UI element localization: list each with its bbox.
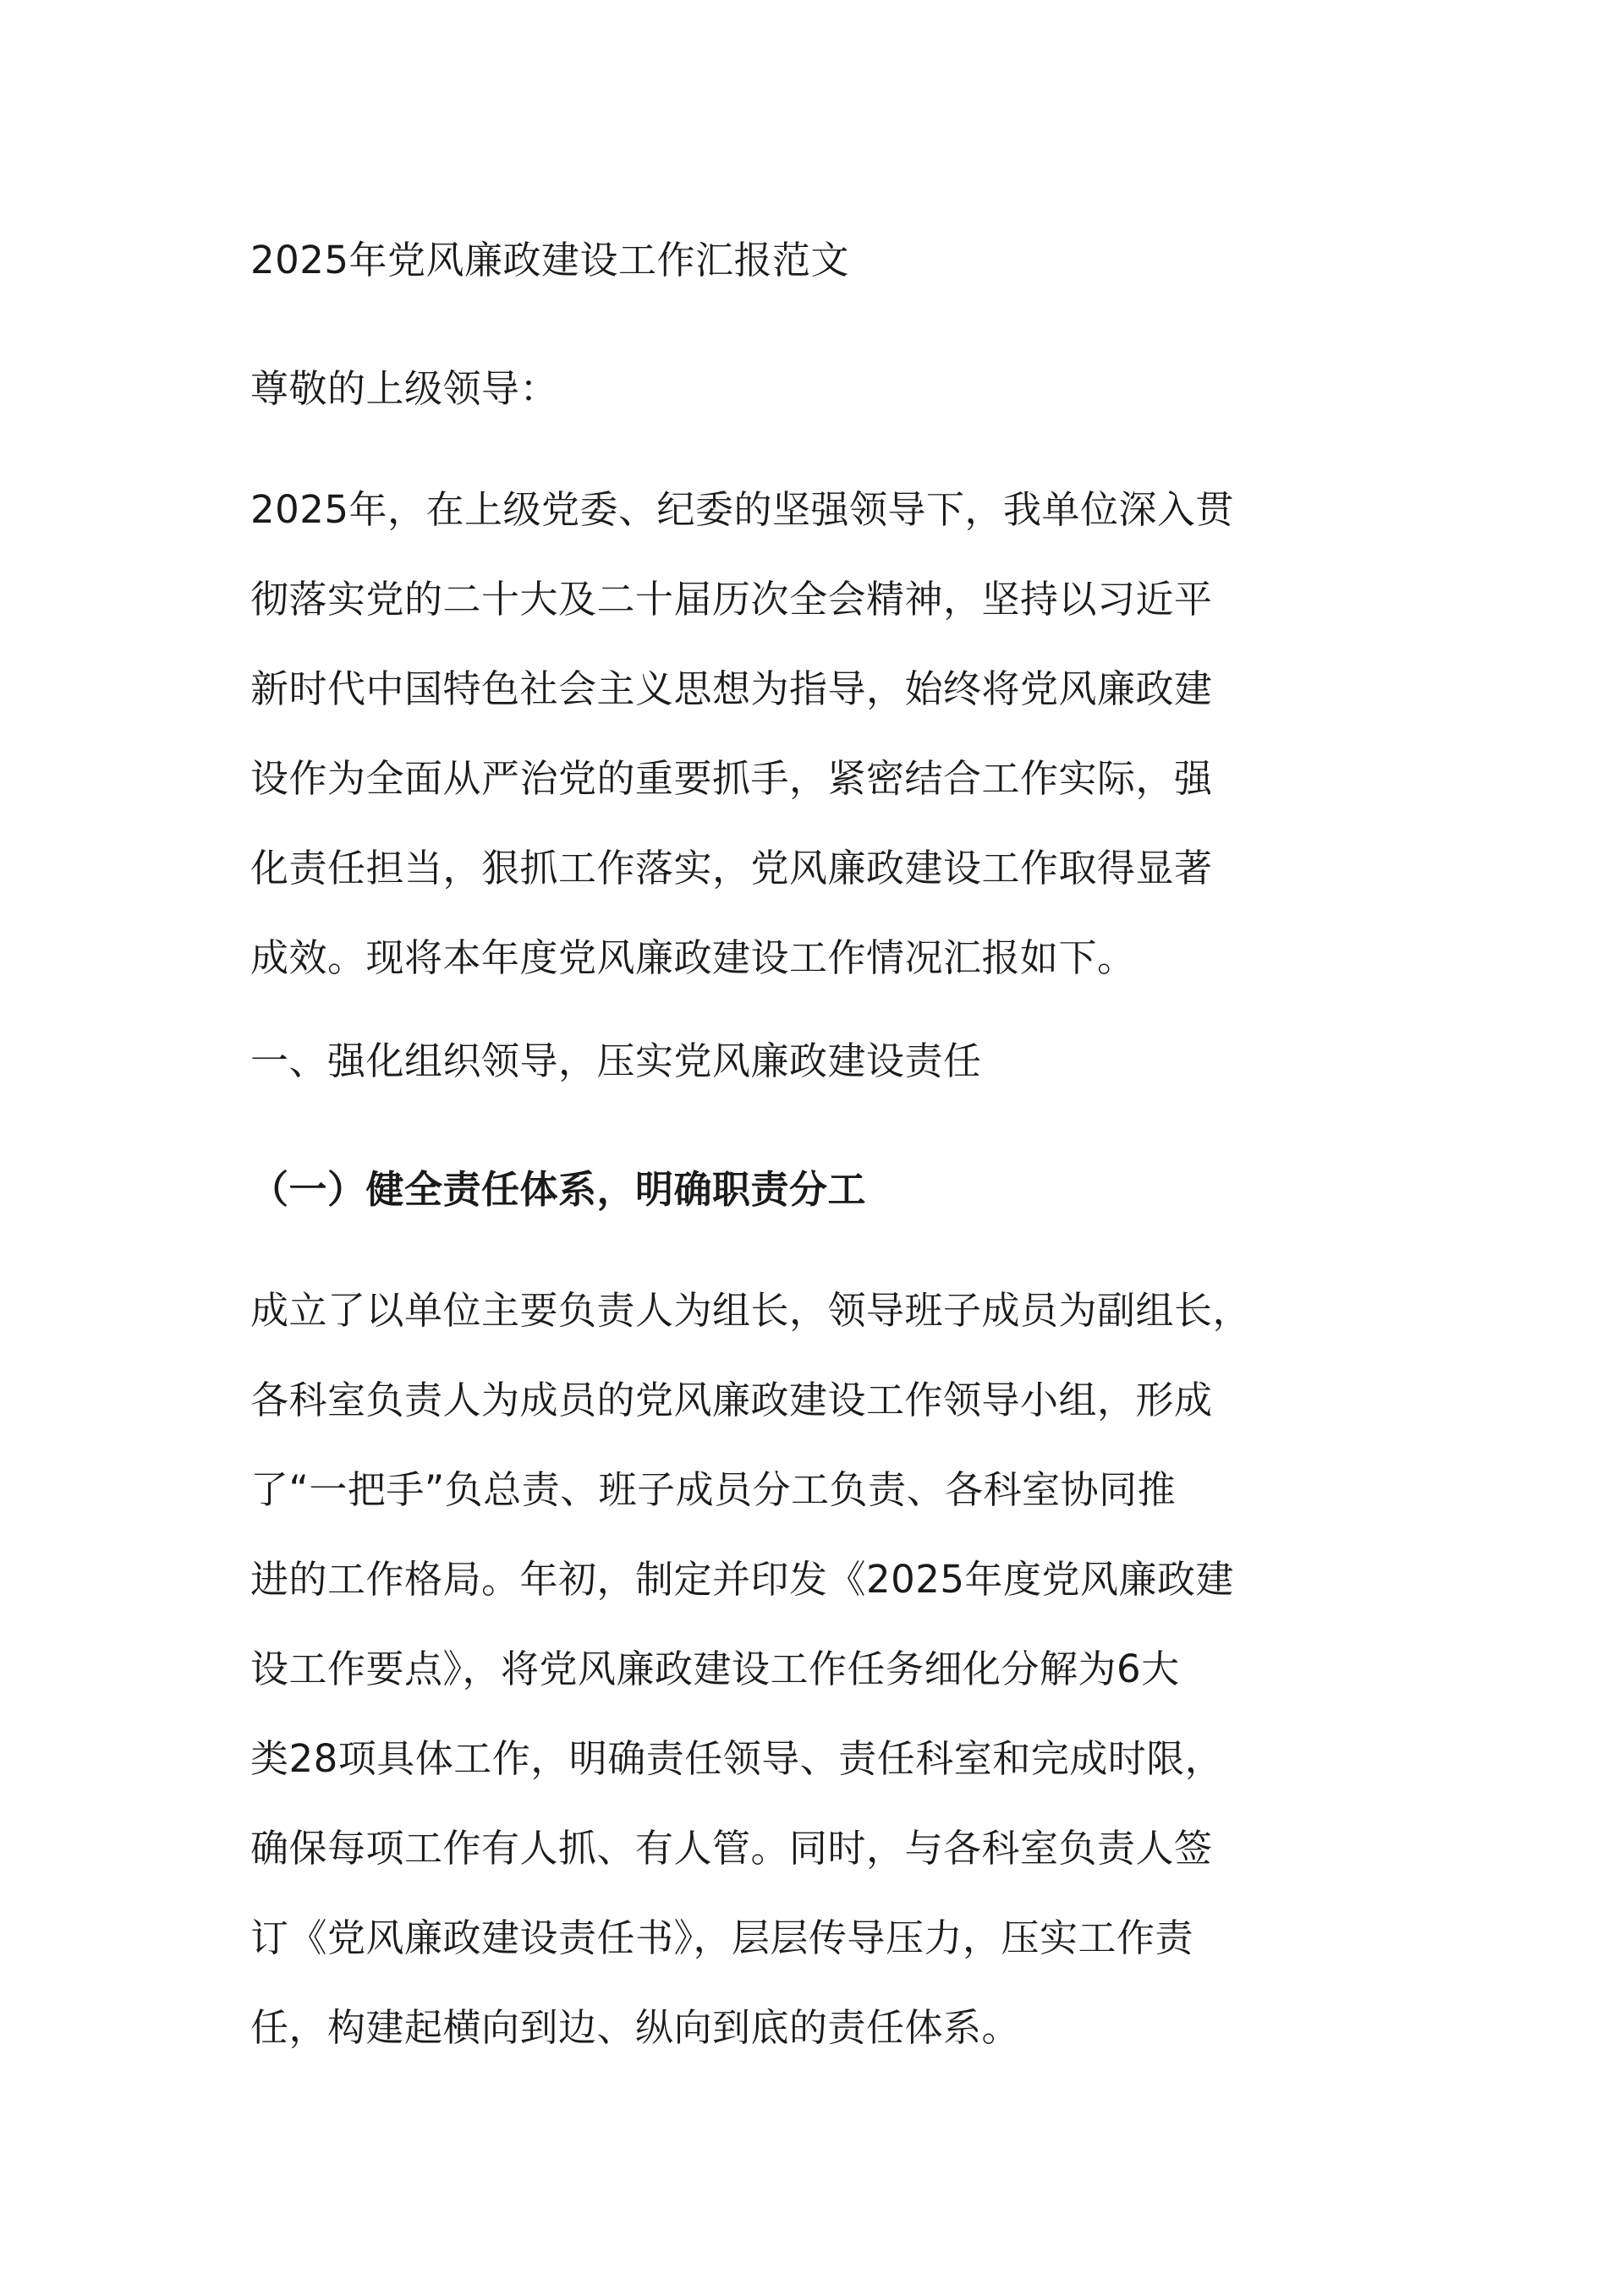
body-line: 任，构建起横向到边、纵向到底的责任体系。 — [250, 2005, 1021, 2050]
body-line: 进的工作格局。年初，制定并印发《2025年度党风廉政建 — [250, 1557, 1235, 1602]
body-line: 订《党风廉政建设责任书》，层层传导压力，压实工作责 — [250, 1915, 1194, 1960]
body-line: 类28项具体工作，明确责任领导、责任科室和完成时限， — [250, 1736, 1224, 1781]
body-line: 设工作要点》，将党风廉政建设工作任务细化分解为6大 — [250, 1647, 1180, 1691]
body-paragraph — [250, 1266, 1384, 2073]
intro-paragraph — [250, 465, 1384, 1003]
document-title: 2025年党风廉政建设工作汇报范文 — [250, 238, 850, 282]
intro-line: 化责任担当，狠抓工作落实，党风廉政建设工作取得显著 — [250, 846, 1213, 890]
salutation: 尊敬的上级领导： — [250, 366, 559, 411]
intro-line: 2025年，在上级党委、纪委的坚强领导下，我单位深入贯 — [250, 487, 1235, 532]
intro-line: 成效。现将本年度党风廉政建设工作情况汇报如下。 — [250, 935, 1136, 980]
intro-line: 设作为全面从严治党的重要抓手，紧密结合工作实际，强 — [250, 756, 1213, 801]
document-title-block — [250, 216, 1384, 305]
body-line: 成立了以单位主要负责人为组长，领导班子成员为副组长， — [250, 1288, 1252, 1333]
body-line: 了“一把手”负总责、班子成员分工负责、各科室协同推 — [250, 1467, 1177, 1512]
salutation-block — [250, 344, 1384, 434]
section-heading-block — [250, 1016, 1384, 1106]
subsection-heading-block — [250, 1145, 1384, 1235]
intro-line: 新时代中国特色社会主义思想为指导，始终将党风廉政建 — [250, 666, 1213, 711]
section-heading: 一、强化组织领导，压实党风廉政建设责任 — [250, 1038, 982, 1083]
subsection-heading: （一）健全责任体系，明确职责分工 — [250, 1167, 867, 1212]
body-line: 确保每项工作有人抓、有人管。同时，与各科室负责人签 — [250, 1826, 1213, 1871]
body-line: 各科室负责人为成员的党风廉政建设工作领导小组，形成 — [250, 1378, 1213, 1422]
intro-line: 彻落实党的二十大及二十届历次全会精神，坚持以习近平 — [250, 577, 1213, 622]
